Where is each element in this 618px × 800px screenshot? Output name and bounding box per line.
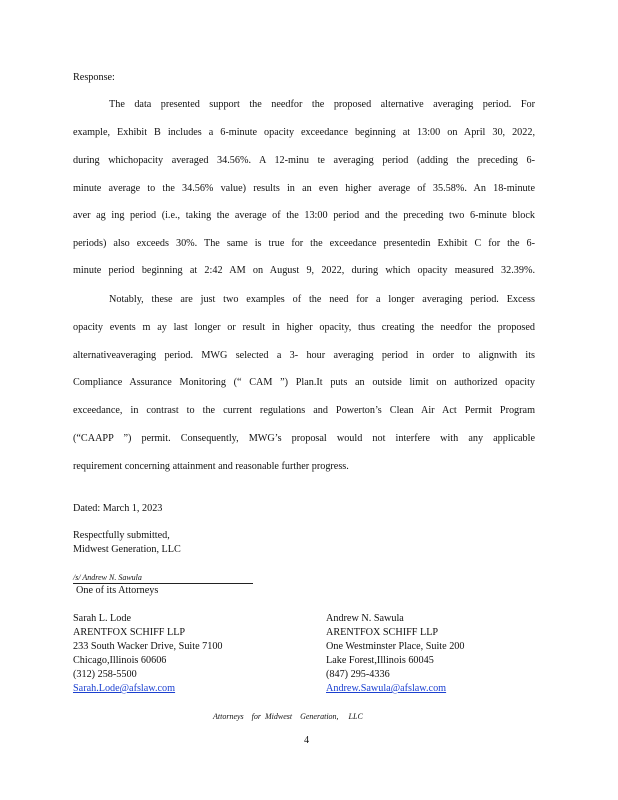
attorney-phone: (312) 258-5500 xyxy=(73,669,137,680)
paragraph-2-line-6: (“CAAPP ”) permit. Consequently, MWG’s proposal would not interfere with any applicable xyxy=(73,433,535,444)
attorney-phone: (847) 295-4336 xyxy=(326,669,390,680)
attorney-firm: ARENTFOX SCHIFF LLP xyxy=(73,627,186,638)
paragraph-1-line-7: minute period beginning at 2:42 AM on August 9, 2022, during which opacity measured 32.39%. xyxy=(73,265,535,276)
page-number: 4 xyxy=(304,735,310,746)
response-heading: Response: xyxy=(73,72,115,83)
attorney-email-link[interactable]: Sarah.Lode@afslaw.com xyxy=(73,683,176,694)
attorney-name: Sarah L. Lode xyxy=(73,613,131,624)
signer-role: One of its Attorneys xyxy=(76,585,159,596)
paragraph-1-line-1: The data presented support the needfor the proposed alternative averaging period. For xyxy=(109,99,535,110)
attorney-email-link[interactable]: Andrew.Sawula@afslaw.com xyxy=(326,683,447,694)
paragraph-1-line-4: minute average to the 34.56% value) results in an even higher average of 35.58%. An 18-minute xyxy=(73,183,535,194)
paragraph-1-line-2: example, Exhibit B includes a 6-minute opacity exceedance beginning at 13:00 on April 30, 2022, xyxy=(73,127,535,138)
attorney-address-line-1: One Westminster Place, Suite 200 xyxy=(326,641,465,652)
electronic-signature: /s/ Andrew N. Sawula xyxy=(73,573,142,582)
paragraph-2-line-2: opacity events m ay last longer or result in higher opacity, thus creating the needfor the proposed xyxy=(73,322,535,333)
attorney-address-line-2: Chicago,Illinois 60606 xyxy=(73,655,167,666)
attorney-firm: ARENTFOX SCHIFF LLP xyxy=(326,627,439,638)
footer-attorneys-for: Attorneys for Midwest Generation, LLC xyxy=(213,712,363,721)
paragraph-1-line-5: aver ag ing period (i.e., taking the average of the 13:00 period and the preceding two 6-minute block xyxy=(73,210,535,221)
paragraph-2-line-1: Notably, these are just two examples of the need for a longer averaging period. Excess xyxy=(109,294,535,305)
paragraph-1-line-6: periods) also exceeds 30%. The same is true for the exceedance presentedin Exhibit C for the 6- xyxy=(73,238,535,249)
paragraph-1-line-3: during whichopacity averaged 34.56%. A 12-minu te averaging period (adding the preceding 6- xyxy=(73,155,535,166)
paragraph-2-line-4: Compliance Assurance Monitoring (“ CAM ”) Plan.It puts an outside limit on authorized opacity xyxy=(73,377,535,388)
signature-line xyxy=(73,583,253,584)
attorney-address-line-2: Lake Forest,Illinois 60045 xyxy=(326,655,434,666)
company-name: Midwest Generation, LLC xyxy=(73,544,181,555)
respectfully-submitted: Respectfully submitted, xyxy=(73,530,170,541)
attorney-address-line-1: 233 South Wacker Drive, Suite 7100 xyxy=(73,641,223,652)
dated-line: Dated: March 1, 2023 xyxy=(73,503,163,514)
attorney-name: Andrew N. Sawula xyxy=(326,613,404,624)
paragraph-2-line-7: requirement concerning attainment and reasonable further progress. xyxy=(73,461,349,472)
paragraph-2-line-3: alternativeaveraging period. MWG selected a 3- hour averaging period in order to alignwith its xyxy=(73,350,535,361)
paragraph-2-line-5: exceedance, in contrast to the current regulations and Powerton’s Clean Air Act Permit Program xyxy=(73,405,535,416)
